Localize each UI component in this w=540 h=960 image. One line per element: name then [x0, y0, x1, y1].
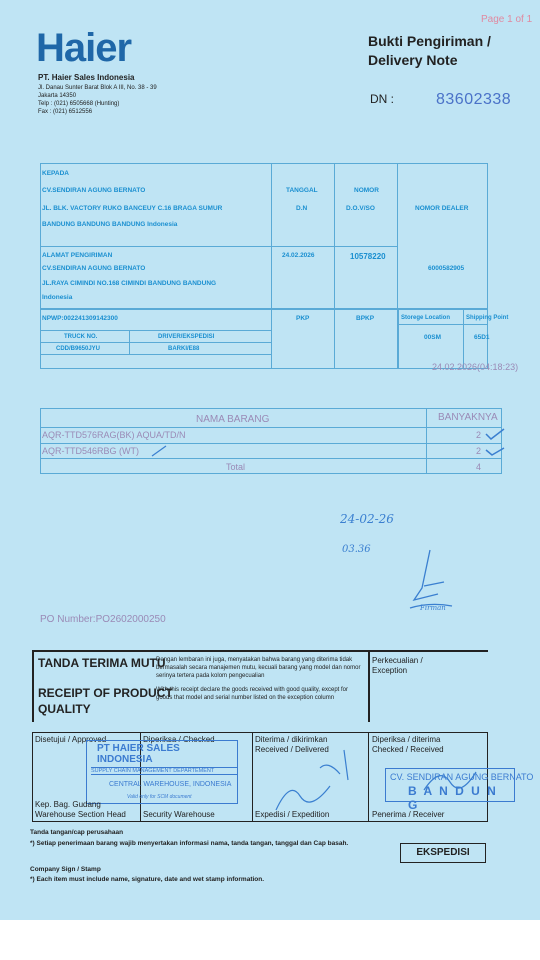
exception-label: Perkecualian / Exception [372, 656, 423, 675]
date-value: 24.02.2026 [282, 252, 315, 259]
expedition-signature-icon [270, 740, 370, 816]
warehouse-stamp: PT HAIER SALES INDONESIA SUPPLY CHAIN MANAGEMENT DEPARTEMENT CENTRAL WAREHOUSE, INDONESIA Valid only for SCM document [86, 740, 238, 804]
shipping-value: 65D1 [474, 334, 490, 341]
haier-logo: Haier [36, 26, 132, 70]
receipt-title-id: TANDA TERIMA MUTU [38, 656, 166, 670]
truck-label: TRUCK NO. [64, 334, 98, 340]
ship-label: ALAMAT PENGIRIMAN [42, 252, 113, 259]
storage-value: 00SM [424, 334, 441, 341]
tick-mark-icon [150, 444, 168, 458]
customer-address-1: JL. BLK. VACTORY RUKO BANCEUY C.16 BRAGA SUMUR [42, 205, 223, 212]
total-label: Total [226, 462, 246, 472]
approved-label: Disetujui / Approved [35, 735, 107, 744]
customer-name: CV.SENDIRAN AGUNG BERNATO [42, 187, 146, 194]
storage-label: Storege Location [401, 315, 451, 321]
expedition-label: Expedisi / Expedition [255, 810, 330, 819]
item-2-name: AQR-TTD546RBG (WT) [42, 446, 140, 456]
col-nama-barang: NAMA BARANG [196, 414, 270, 425]
item-1-name: AQR-TTD576RAG(BK) AQUA/TD/N [42, 430, 186, 440]
ship-country: Indonesia [42, 294, 73, 301]
shipping-label: Shipping Point [466, 315, 509, 321]
tanggal-label: TANGGAL [286, 187, 318, 194]
page-label: Page 1 of 1 [481, 14, 533, 25]
driver-label: DRIVER/EKSPEDISI [158, 334, 215, 340]
receiver-signature-icon [420, 760, 480, 800]
truck-value: CDD/B9650JYU [56, 346, 101, 352]
npwp: NPWP:002241309142300 [42, 315, 118, 322]
handwritten-time: 03.36 [342, 544, 371, 555]
receiver-label: Penerima / Receiver [372, 810, 445, 819]
kepada-label: KEPADA [42, 170, 69, 177]
checkmark-icon [484, 427, 506, 441]
company-name: PT. Haier Sales Indonesia [38, 73, 135, 82]
driver-value: BARKI/E88 [168, 346, 200, 352]
receipt-title-en: RECEIPT OF PRODUCT QUALITY [38, 686, 173, 716]
sign-note: *) Setiap penerimaan barang wajib menyertakan informasi nama, tanda tangan, tanggal dan Cap basah. [30, 840, 349, 847]
item-1-qty: 2 [476, 430, 482, 440]
total-qty: 4 [476, 462, 482, 472]
receipt-text-id: Dengan lembaran ini juga, menyatakan bahwa barang yang diterima tidak bermasalah secara manajemen mutu, kecuali barang yang model dan nomor serinya tertera pada kolom pengecualian [156, 657, 361, 679]
company-sign-note: *) Each item must include name, signature, date and wet stamp information. [30, 876, 265, 883]
signature-name: Firman [420, 604, 446, 612]
order-number: 10578220 [350, 252, 386, 261]
divider [252, 732, 253, 822]
security-label: Security Warehouse [143, 810, 215, 819]
dealer-number: 6000582905 [428, 265, 465, 272]
checkmark-icon [484, 445, 506, 457]
customer-address-2: BANDUNG BANDUNG BANDUNG Indonesia [42, 221, 178, 228]
ekspedisi-box: EKSPEDISI [400, 843, 486, 863]
col-banyaknya: BANYAKNYA [438, 412, 498, 423]
handwritten-date: 24-02-26 [340, 512, 394, 526]
bpkp-label: BPKP [356, 315, 375, 322]
ship-name: CV.SENDIRAN AGUNG BERNATO [42, 265, 146, 272]
dealer-label: NOMOR DEALER [415, 205, 469, 212]
nomor-label: NOMOR [354, 187, 379, 194]
receipt-text-en: With this receipt declare the goods received with good quality, except for goods that model and serial number listed on the exception column [156, 687, 348, 701]
document-title: Bukti Pengiriman / Delivery Note [368, 33, 491, 68]
ship-address: JL.RAYA CIMINDI NO.168 CIMINDI BANDUNG BANDUNG [42, 280, 217, 287]
sign-title: Tanda tangan/cap perusahaan [30, 829, 124, 836]
company-address: Jl. Danau Sunter Barat Blok A III, No. 38 - 39 Jakarta 14350 Telp : (021) 6505668 (Hunting) Fax : (021) 6512556 [38, 85, 157, 115]
tanggal-sub: D.N [296, 205, 308, 212]
print-timestamp: 24.02.2026(04:18:23) [432, 362, 519, 372]
item-2-qty: 2 [476, 446, 482, 456]
nomor-sub: D.O.V/SO [346, 205, 375, 212]
dn-label: DN : [370, 92, 394, 106]
dn-number: 83602338 [436, 91, 512, 108]
checked-label: Diperiksa / Checked [143, 735, 215, 744]
company-sign-title: Company Sign / Stamp [30, 866, 101, 873]
po-number: PO Number:PO2602000250 [40, 614, 166, 625]
pkp-label: PKP [296, 315, 310, 322]
warehouse-head-label: Kep. Bag. Gudang Warehouse Section Head [35, 800, 126, 819]
received-label: Diterima / dikirimkan Received / Delivered [255, 735, 329, 754]
checked-received-label: Diperiksa / diterima Checked / Received [372, 735, 444, 754]
receiver-stamp: CV. SENDIRAN AGUNG BERNATO B A N D U N G [385, 768, 515, 802]
